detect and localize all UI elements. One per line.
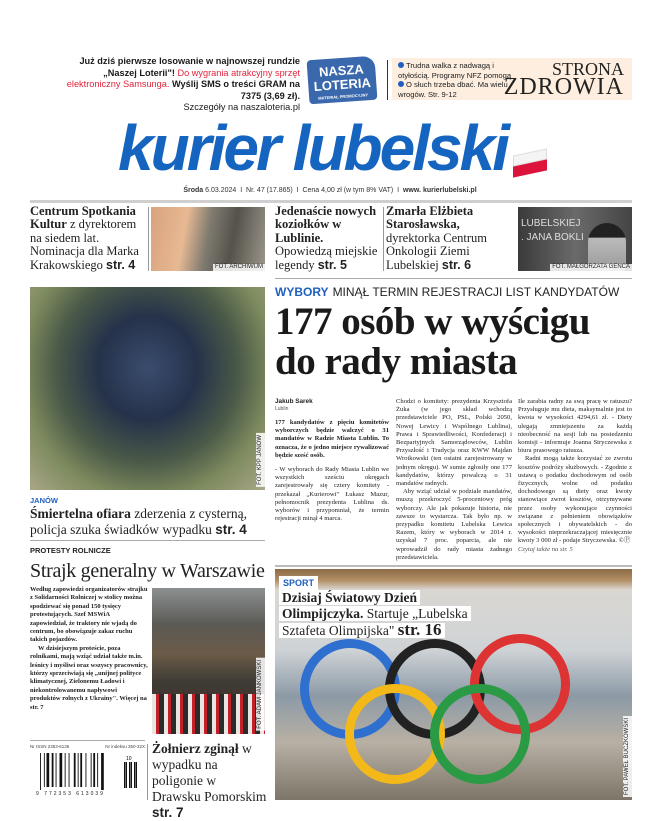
barcode-bar — [134, 762, 136, 788]
photo-credit: FOT. MAŁGORZATA GENCA — [552, 264, 630, 270]
paragraph: - W wyborach do Rady Miasta Lublin we wszystkich sześciu okręgach zarejestrowały się cztery komitety - przekazał „Kurierowi" Łukasz Mazur, pełnomocnik prezydenta Lublina ds. wyborów i przypomniał, że termin rejestracji minął 4 marca. — [275, 466, 389, 523]
issn-row — [30, 744, 145, 749]
protests-kicker: PROTESTY ROLNICZE — [30, 546, 111, 555]
barcode-bar — [47, 753, 50, 787]
sep: I — [240, 187, 243, 194]
index-number: Nr indeksu 350-32X — [105, 744, 145, 749]
barcode-bar — [131, 762, 132, 788]
barcode-bar — [74, 753, 76, 787]
sep: I — [296, 187, 299, 194]
barcode-bar — [78, 753, 79, 787]
barcode-bar — [69, 753, 70, 787]
sport-story[interactable] — [279, 590, 476, 639]
barcode-bar — [65, 753, 66, 787]
story-page: str. 4 — [215, 522, 247, 537]
teaser-page: str. 5 — [317, 257, 347, 272]
protest-photo — [152, 588, 265, 734]
sep: I — [397, 187, 400, 194]
janow-kicker: JANÓW — [30, 496, 58, 505]
kicker-text: MINĄŁ TERMIN REJESTRACJI LIST KANDYDATÓW — [332, 285, 620, 299]
health-section-teaser[interactable] — [392, 58, 632, 100]
teaser-head: Jedenaście nowych koziołków w Lublinie. — [275, 204, 377, 245]
promo-bold-2: Wyślij SMS o treści GRAM na 7375 (3,69 zł). — [172, 79, 300, 101]
health-item-text: Trudna walka z nadwagą i otyłością. Programy NFZ pomogą — [398, 61, 512, 80]
article-column-2 — [396, 398, 512, 562]
teaser-koziolki[interactable] — [275, 205, 383, 272]
barcode-bar — [80, 753, 82, 787]
barcode-bar — [52, 753, 54, 787]
teaser-text: z dyrektorem na siedem lat. Nominacja dla Marka Krakowskiego — [30, 217, 139, 272]
car-crash-photo — [30, 287, 265, 490]
barcode — [38, 753, 143, 791]
masthead-logo: kurier lubelski — [118, 112, 507, 184]
lead: 177 kandydatów z pięciu komitetów wyborczych będzie walczyć o 31 mandatów w Radzie Miasta Lublin. To oznacza, że o jedno miejsce rywalizować będzie sześć osób. — [275, 419, 389, 459]
website-link[interactable]: www. kurierlubelski.pl — [402, 187, 477, 194]
barcode-bar — [93, 753, 95, 787]
logo-line-2: LOTERIA — [313, 75, 372, 94]
day: Środa — [183, 187, 204, 194]
photo-credit: FOT. ARCHIWUM — [215, 264, 263, 270]
photo-credit: FOT. ADAM JANKOWSKI — [257, 660, 263, 729]
health-item-text: O słuch trzeba dbać. Ma wielu wrogów. Str. 9-12 — [398, 80, 508, 99]
barcode-bar — [126, 762, 127, 788]
divider — [30, 540, 265, 541]
barcode-bar — [40, 753, 41, 790]
barcode-bar — [44, 753, 45, 787]
divider — [30, 740, 145, 741]
story-head: Śmiertelna ofiara — [30, 506, 131, 521]
story-text: zderzenia z cysterną, policja szuka świadków wypadku — [30, 506, 248, 537]
barcode-bar — [129, 762, 131, 788]
see-also-link[interactable]: Czytaj także na str. 5 — [518, 545, 573, 553]
barcode-bar — [56, 753, 57, 787]
sport-kicker: SPORT — [279, 576, 318, 590]
author: Jakub Sarek — [275, 398, 313, 405]
protests-body — [30, 586, 148, 712]
story-head: Żołnierz zginął — [152, 741, 239, 756]
paragraph: W dzisiejszym proteście, poza rolnikami, mają wziąć udział także m.in. leśnicy i myśliwi oraz wszyscy pracownicy, którzy sprzeciwiają się „unijnej polityce klimatycznej, Zielonemu Ładowi i niekontrolowanemu napływowi produktów rolnych z Ukrainy". Więcej na str. 7 — [30, 644, 148, 711]
soldier-story[interactable] — [152, 741, 267, 821]
bullet-icon — [398, 81, 404, 87]
staroslawska-photo — [518, 207, 632, 271]
main-kicker — [275, 285, 619, 299]
divider — [147, 744, 148, 800]
bullet-icon — [398, 62, 404, 68]
logo-sub: MATERIAŁ PROMOCYJNY — [318, 92, 369, 101]
teaser-head: Centrum Spotkania Kultur — [30, 204, 136, 232]
janow-story[interactable] — [30, 506, 270, 538]
barcode-bar — [97, 753, 98, 787]
story-text: w wypadku na poligonie w Drawsku Pomorskim — [152, 741, 267, 804]
story-page: str. 7 — [152, 805, 184, 820]
teaser-head: Zmarła Elżbieta Starosławska, — [386, 204, 474, 232]
location: Lublin — [275, 406, 289, 412]
teaser-page: str. 6 — [441, 257, 472, 272]
article-column-3 — [518, 398, 632, 554]
promo-bold-1: Już dziś pierwsze losowanie w najnowszej rundzie „Naszej Loterii"! — [79, 56, 300, 78]
paragraph: Aby wziąć udział w podziale mandatów, muszą przekroczyć 5-procentowy próg wyborczy. Ale jak pokazuje historia, nie zawsze to wystarcza. Tak było np. w przypadku komitetu Lubelska Lewica Razem, który w wyborach w 2014 r. uzyskał 7 proc. poparcia, ale nie wprowadził do rady miasta żadnego przedstawiciela. — [396, 488, 512, 561]
barcode-addon: 10 — [126, 756, 132, 762]
divider — [148, 207, 149, 271]
divider — [383, 207, 384, 271]
teaser-csk[interactable] — [30, 205, 148, 272]
paragraph: Ile zarabia radny za swą pracę w ratuszu? Przysługuje mu dieta, maksymalnie jest to kwota w wysokości 4294,61 zł. - Diety ulegają zmniejszeniu za każdą nieobecność na sesji lub na posiedzeniu komisji - informuje Joanna Stryczewska z biura prasowego ratusza. — [518, 398, 632, 455]
paragraph: Radni mogą także korzystać ze zwrotu kosztów podróży służbowych. - Zgodnie z ustawą o podatku dochodowym od osób fizycznych, wolne od podatku dochodowego są diety oraz kwoty stanowiące zwrot kosztów, otrzymywane przez osoby wykonujące czynności związane z pełnieniem obowiązków społecznych i obywatelskich - do wysokości nieprzekraczającej miesięcznie kwoty 3 000 zł - podaje Stryczewska. ©Ⓟ — [518, 455, 632, 545]
teaser-text: Opowiedzą miejskie legendy — [275, 244, 378, 272]
polish-flag-icon — [513, 148, 547, 177]
price: Cena 4,00 zł (w tym 8% VAT) — [302, 187, 394, 194]
barcode-bar — [124, 762, 126, 788]
paragraph: Chodzi o komitety: prezydenta Krzysztofa Żuka (w jego skład wchodzą przedstawiciele PO, PSL, Polski 2050, Nowej Lewicy i Wspólnego Lublina), Prawa i Sprawiedliwości, Konfederacji i Bezpartyjnych Samorządowców, Lublin Przyszłość i Tradycja oraz KWW Majdan Wrotkowski (ten ostatni zarejestrowany w jednym okręgu). W sumie zgłosiły one 177 kandydatów, którzy powalczą o 31 mandatów radnych. — [396, 398, 512, 488]
divider — [275, 278, 632, 279]
divider — [30, 200, 632, 203]
nasza-loteria-logo — [307, 56, 378, 105]
teaser-page: str. 4 — [106, 257, 136, 272]
issue-number: Nr. 47 (17.865) — [246, 187, 293, 194]
barcode-bar — [60, 753, 63, 787]
divider — [387, 60, 388, 100]
dateline — [130, 186, 530, 195]
barcode-bar — [91, 753, 92, 787]
promo-details: Szczegóły na naszaloteria.pl — [183, 102, 300, 112]
promo-red: Do wygrania atrakcyjny sprzęt elektroniczny Samsunga. — [66, 67, 300, 89]
teaser-text: dyrektorka Centrum Onkologii Ziemi Lubelskiej — [386, 230, 488, 272]
masthead — [118, 108, 547, 184]
koziolki-photo — [151, 207, 265, 271]
barcode-bar — [101, 753, 104, 790]
barcode-bar — [86, 753, 87, 787]
health-title-2: ZDROWIA — [503, 74, 624, 100]
paragraph: Według zapowiedzi organizatorów strajku z Solidarności Rolniczej w stolicy można spodziewać się ponad 150 tysięcy protestujących. Szef MSWiA zapowiedział, że traktory nie wjadą do centrum, bo obowiązuje zakaz ruchu takich pojazdów. — [30, 586, 148, 644]
issn: Nr ISSN 2353-6136 — [30, 744, 70, 749]
barcode-bar — [136, 762, 137, 788]
story-text: Startuje „Lubelska Sztafeta Olimpijska" — [282, 606, 468, 638]
story-head: Dzisiaj Światowy Dzień Olimpijczyka. — [282, 590, 417, 621]
health-title-1: STRONA — [551, 59, 624, 79]
protests-headline[interactable]: Strajk generalny w Warszawie — [30, 560, 265, 582]
photo-credit: FOT. PAWEŁ BUCZKOWSKI — [624, 717, 630, 795]
photo-credit: FOT. KPP JANÓW — [257, 435, 263, 485]
teaser-staroslawska[interactable] — [386, 205, 514, 272]
date: 6.03.2024 — [205, 187, 237, 194]
story-page: str. 16 — [397, 620, 442, 639]
health-title — [503, 59, 624, 100]
logo-line-1: NASZA — [318, 61, 365, 80]
main-headline[interactable]: 177 osób w wyścigu do rady miasta — [275, 300, 590, 383]
divider — [275, 565, 632, 567]
photo-background-text: LUBELSKIEJ . JANA BOKLI — [521, 218, 584, 243]
kicker-label: WYBORY — [275, 285, 329, 299]
article-column-1 — [275, 398, 389, 523]
barcode-number: 9 772353 613039 — [36, 791, 105, 797]
lottery-promo — [60, 56, 300, 114]
